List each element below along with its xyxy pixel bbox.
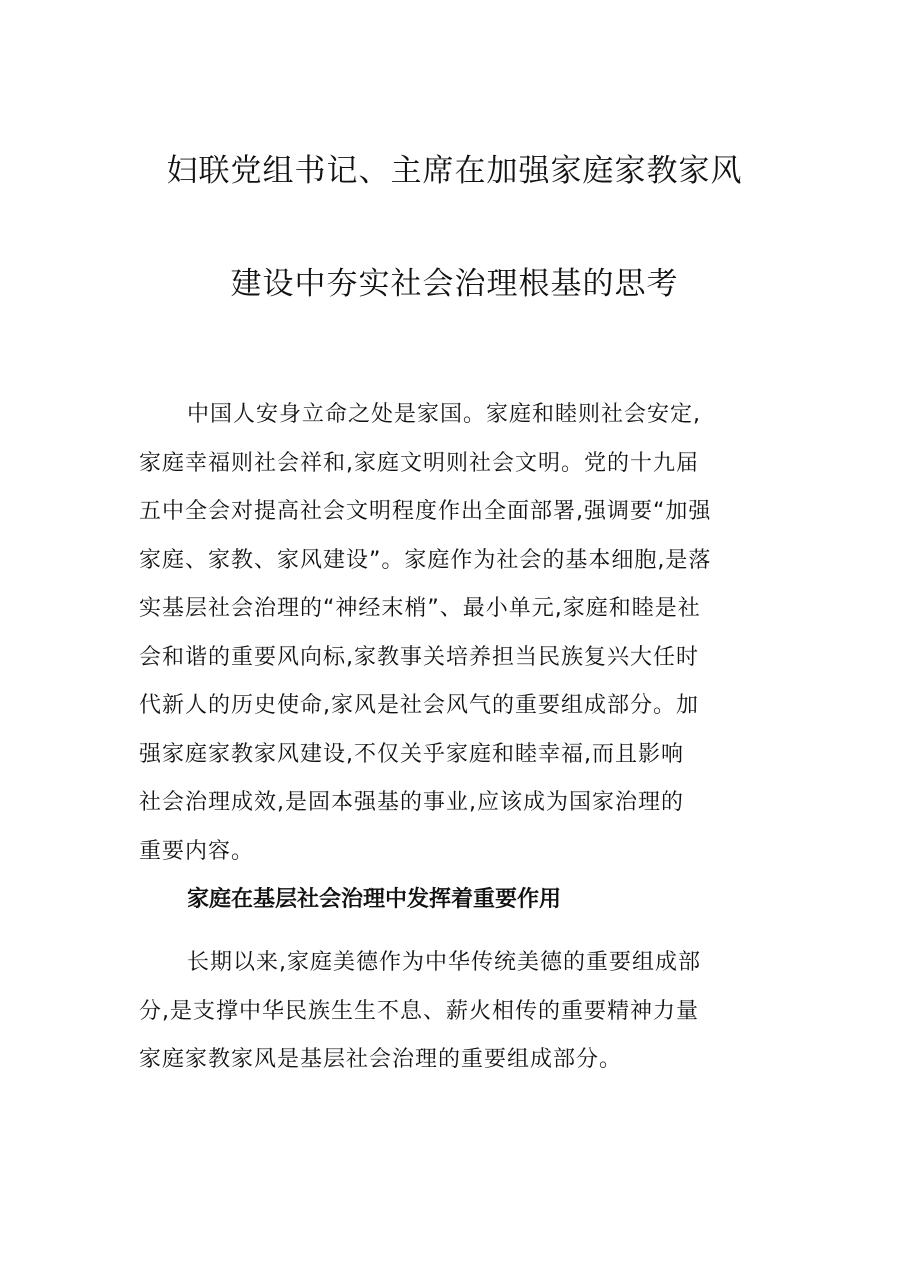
paragraph-line: 社会治理成效,是固本强基的事业,应该成为国家治理的 — [139, 790, 684, 815]
paragraph-line: 强家庭家教家风建设,不仅关乎家庭和睦幸福,而且影响 — [139, 741, 684, 767]
paragraph-line: 实基层社会治理的“神经末梢”、最小单元,家庭和睦是社 — [139, 596, 701, 621]
paragraph-line: 分,是支撑中华民族生生不息、薪火相传的重要精神力量 — [139, 998, 699, 1024]
paragraph-line: 代新人的历史使命,家风是社会风气的重要组成部分。加 — [139, 693, 699, 718]
paragraph-line: 长期以来,家庭美德作为中华传统美德的重要组成部 — [187, 950, 701, 975]
paragraph-line: 重要内容。 — [139, 838, 255, 864]
paragraph-line: 中国人安身立命之处是家国。家庭和睦则社会安定, — [187, 402, 701, 427]
paragraph-line: 会和谐的重要风向标,家教事关培养担当民族复兴大任时 — [139, 644, 699, 670]
paragraph-line: 五中全会对提高社会文明程度作出全面部署,强调要“加强 — [139, 499, 712, 524]
section-heading: 家庭在基层社会治理中发挥着重要作用 — [187, 887, 562, 912]
paragraph-line: 家庭家教家风是基层社会治理的重要组成部分。 — [139, 1047, 623, 1072]
paragraph-line: 家庭幸福则社会祥和,家庭文明则社会文明。党的十九届 — [139, 450, 699, 476]
paragraph-section-1 — [139, 939, 771, 1085]
document-title-line-2: 建设中夯实社会治理根基的思考 — [230, 266, 679, 302]
paragraph-intro — [139, 391, 771, 876]
document-title-line-1: 妇联党组书记、主席在加强家庭家教家风 — [166, 153, 743, 189]
paragraph-line: 家庭、家教、家风建设”。家庭作为社会的基本细胞,是落 — [139, 547, 712, 573]
